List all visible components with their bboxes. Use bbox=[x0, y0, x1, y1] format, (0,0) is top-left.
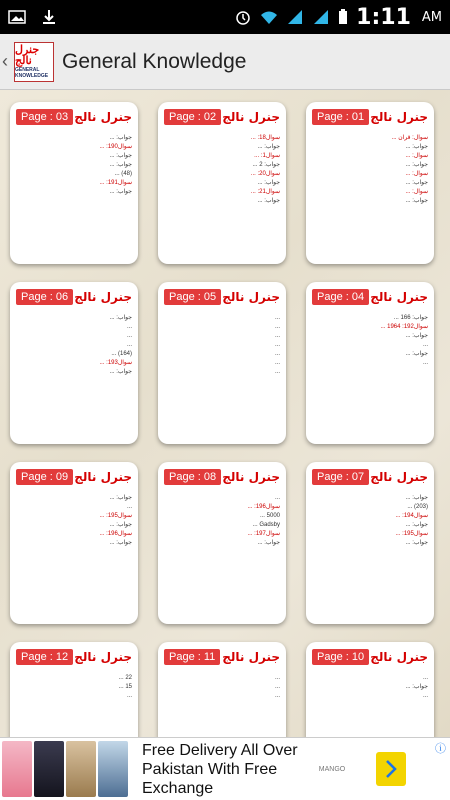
card-line: ... bbox=[126, 342, 132, 348]
card-header bbox=[164, 468, 280, 486]
card-line: ... bbox=[274, 342, 280, 348]
card-line: جواب: ... bbox=[109, 135, 132, 141]
card-line: (203) ... bbox=[407, 504, 428, 510]
page-card[interactable] bbox=[10, 102, 138, 264]
card-brand: جنرل نالج bbox=[370, 290, 428, 304]
card-line: جواب: ... bbox=[109, 495, 132, 501]
app-bar bbox=[0, 34, 450, 90]
card-header bbox=[312, 648, 428, 666]
card-line: 15 ... bbox=[118, 684, 132, 690]
card-line: جواب: ... bbox=[257, 144, 280, 150]
card-line: ... bbox=[126, 504, 132, 510]
card-header bbox=[16, 108, 132, 126]
card-line: جواب: ... bbox=[405, 351, 428, 357]
card-line: جواب: ... bbox=[405, 684, 428, 690]
card-body bbox=[16, 494, 132, 548]
card-line: سوال: ... bbox=[405, 171, 428, 177]
page-number-badge: Page : 03 bbox=[16, 109, 73, 125]
back-chevron-icon[interactable]: ‹ bbox=[2, 51, 8, 71]
card-brand: جنرل نالج bbox=[370, 650, 428, 664]
card-line: ... bbox=[274, 693, 280, 699]
card-header bbox=[164, 108, 280, 126]
page-number-badge: Page : 02 bbox=[164, 109, 221, 125]
info-icon[interactable]: ⓘ bbox=[435, 743, 446, 755]
logo-urdu-text: جنرل نالج bbox=[15, 43, 40, 67]
page-card[interactable] bbox=[10, 282, 138, 444]
page-card[interactable] bbox=[306, 102, 434, 264]
card-line: ... bbox=[422, 675, 428, 681]
app-logo[interactable] bbox=[14, 42, 54, 82]
card-header bbox=[16, 468, 132, 486]
card-line: جواب: ... bbox=[405, 198, 428, 204]
card-line: سوال1: ... bbox=[254, 153, 280, 159]
card-line: جواب: ... bbox=[405, 540, 428, 546]
clock-ampm: AM bbox=[421, 9, 442, 25]
card-brand: جنرل نالج bbox=[370, 110, 428, 124]
card-line: جواب: ... bbox=[109, 162, 132, 168]
card-header bbox=[16, 648, 132, 666]
page-card[interactable] bbox=[306, 282, 434, 444]
card-line: جواب: ... bbox=[405, 180, 428, 186]
card-line: ... bbox=[274, 495, 280, 501]
signal-icon bbox=[286, 9, 304, 25]
page-card[interactable] bbox=[158, 282, 286, 444]
page-number-badge: Page : 07 bbox=[312, 469, 369, 485]
clock-time: 1:11 bbox=[356, 4, 411, 30]
card-body bbox=[164, 674, 280, 701]
card-header bbox=[312, 108, 428, 126]
card-header bbox=[312, 288, 428, 306]
card-line: ... bbox=[274, 324, 280, 330]
image-notification-icon bbox=[8, 9, 26, 25]
card-line: جواب: 166 ... bbox=[393, 315, 428, 321]
alarm-icon bbox=[234, 9, 252, 25]
card-brand: جنرل نالج bbox=[74, 110, 132, 124]
card-line: ... bbox=[274, 315, 280, 321]
card-line: سوال: قرآن ... bbox=[391, 135, 428, 141]
card-brand: جنرل نالج bbox=[74, 470, 132, 484]
page-card[interactable] bbox=[306, 462, 434, 624]
card-line: ... bbox=[274, 351, 280, 357]
ad-text[interactable]: Free Delivery All Over Pakistan With Free Exchange bbox=[142, 741, 298, 797]
card-line: جواب: ... bbox=[257, 198, 280, 204]
card-line: (164) ... bbox=[111, 351, 132, 357]
card-line: ... bbox=[274, 333, 280, 339]
card-line: جواب: ... bbox=[109, 315, 132, 321]
page-card[interactable] bbox=[10, 642, 138, 737]
chevron-right-icon[interactable] bbox=[376, 752, 406, 786]
card-header bbox=[164, 648, 280, 666]
card-line: سوال193: ... bbox=[99, 360, 132, 366]
card-line: جواب: ... bbox=[405, 162, 428, 168]
card-line: سوال196: ... bbox=[99, 531, 132, 537]
card-brand: جنرل نالج bbox=[74, 650, 132, 664]
logo-en-text: GENERAL KNOWLEDGE bbox=[15, 66, 49, 79]
card-body bbox=[312, 674, 428, 701]
card-line: سوال18: ... bbox=[250, 135, 280, 141]
page-number-badge: Page : 01 bbox=[312, 109, 369, 125]
card-line: ... bbox=[274, 684, 280, 690]
card-body bbox=[164, 134, 280, 206]
card-line: ... bbox=[126, 333, 132, 339]
page-number-badge: Page : 09 bbox=[16, 469, 73, 485]
card-line: سوال194: ... bbox=[395, 513, 428, 519]
card-line: سوال21: ... bbox=[250, 189, 280, 195]
page-number-badge: Page : 04 bbox=[312, 289, 369, 305]
card-body bbox=[16, 314, 132, 377]
page-card[interactable] bbox=[10, 462, 138, 624]
card-header bbox=[16, 288, 132, 306]
page-number-badge: Page : 12 bbox=[16, 649, 73, 665]
card-line: ... bbox=[126, 324, 132, 330]
card-line: سوال195: ... bbox=[395, 531, 428, 537]
card-line: جواب: ... bbox=[257, 180, 280, 186]
card-body bbox=[164, 314, 280, 377]
card-line: ... bbox=[422, 342, 428, 348]
card-line: سوال20: ... bbox=[250, 171, 280, 177]
page-number-badge: Page : 08 bbox=[164, 469, 221, 485]
card-line: جواب: ... bbox=[405, 333, 428, 339]
card-line: سوال190: ... bbox=[99, 144, 132, 150]
card-brand: جنرل نالج bbox=[222, 470, 280, 484]
card-line: جواب: ... bbox=[405, 522, 428, 528]
card-line: (48) ... bbox=[114, 171, 132, 177]
page-card[interactable] bbox=[158, 462, 286, 624]
card-brand: جنرل نالج bbox=[222, 110, 280, 124]
card-line: سوال191: ... bbox=[99, 180, 132, 186]
card-line: جواب: 2 ... bbox=[252, 162, 280, 168]
card-line: ... bbox=[274, 369, 280, 375]
card-brand: جنرل نالج bbox=[74, 290, 132, 304]
card-line: ... bbox=[274, 360, 280, 366]
ad-image[interactable] bbox=[0, 739, 130, 799]
card-line: جواب: ... bbox=[109, 540, 132, 546]
card-brand: جنرل نالج bbox=[222, 650, 280, 664]
page-grid[interactable] bbox=[0, 90, 450, 737]
card-line: جواب: ... bbox=[109, 522, 132, 528]
page-card[interactable] bbox=[158, 642, 286, 737]
card-body bbox=[312, 134, 428, 206]
page-title: General Knowledge bbox=[62, 49, 247, 73]
page-number-badge: Page : 11 bbox=[164, 649, 220, 665]
card-line: سوال197: ... bbox=[247, 531, 280, 537]
download-icon bbox=[40, 9, 58, 25]
wifi-icon bbox=[260, 9, 278, 25]
card-body bbox=[164, 494, 280, 548]
card-header bbox=[312, 468, 428, 486]
page-card[interactable] bbox=[158, 102, 286, 264]
card-line: سوال: ... bbox=[405, 153, 428, 159]
card-body bbox=[312, 494, 428, 548]
page-card[interactable] bbox=[306, 642, 434, 737]
ad-banner[interactable] bbox=[0, 737, 450, 800]
battery-icon bbox=[338, 9, 348, 25]
ad-brand-logo: MANGO bbox=[318, 765, 346, 773]
page-number-badge: Page : 06 bbox=[16, 289, 73, 305]
card-line: جواب: ... bbox=[109, 153, 132, 159]
page-number-badge: Page : 10 bbox=[312, 649, 369, 665]
signal-icon-2 bbox=[312, 9, 330, 25]
card-brand: جنرل نالج bbox=[222, 290, 280, 304]
card-body bbox=[16, 134, 132, 197]
card-line: جواب: ... bbox=[257, 540, 280, 546]
card-body bbox=[16, 674, 132, 701]
card-header bbox=[164, 288, 280, 306]
card-brand: جنرل نالج bbox=[370, 470, 428, 484]
card-line: 22 ... bbox=[118, 675, 132, 681]
card-line: جواب: ... bbox=[109, 189, 132, 195]
card-line: سوال: ... bbox=[405, 189, 428, 195]
card-line: جواب: ... bbox=[109, 369, 132, 375]
card-body bbox=[312, 314, 428, 368]
status-bar bbox=[0, 0, 450, 34]
card-line: ... bbox=[126, 693, 132, 699]
card-line: ... bbox=[274, 675, 280, 681]
card-line: سوال195: ... bbox=[99, 513, 132, 519]
card-line: Gadsby ... bbox=[252, 522, 280, 528]
card-line: جواب: ... bbox=[405, 495, 428, 501]
card-line: ... bbox=[422, 360, 428, 366]
card-line: سوال196: ... bbox=[247, 504, 280, 510]
card-line: 5000 ... bbox=[259, 513, 280, 519]
card-line: جواب: ... bbox=[405, 144, 428, 150]
card-line: ... bbox=[422, 693, 428, 699]
page-number-badge: Page : 05 bbox=[164, 289, 221, 305]
card-line: سوال192: 1964 ... bbox=[380, 324, 428, 330]
